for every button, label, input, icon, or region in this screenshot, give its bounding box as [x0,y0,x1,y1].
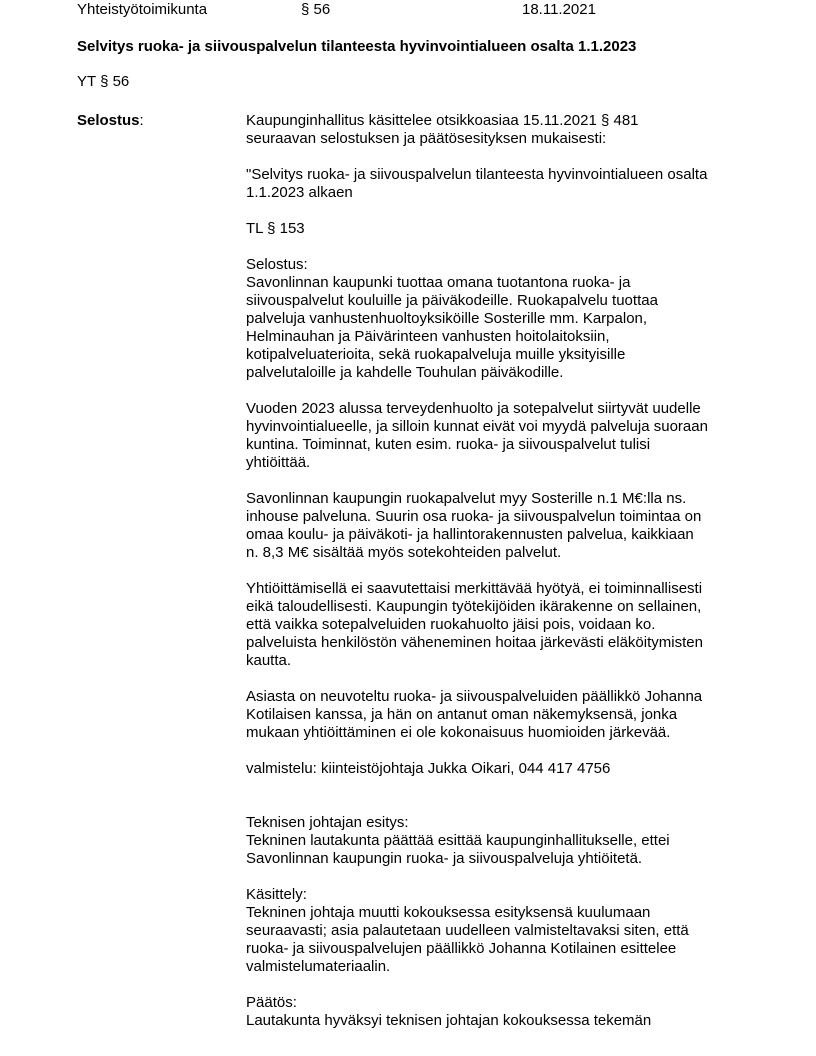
body-paragraph-neuvoteltu: Asiasta on neuvoteltu ruoka- ja siivouspalveluiden päällikkö Johanna Kotilaisen kanssa, ja hän on antanut oman näkemyksensä, jonka mukaan yhtiöittäminen ei ole kokonaisuus huomioiden järkevää. [246,688,703,741]
section-reference: YT § 56 [77,73,130,90]
selostus-label-text: Selostus [77,112,140,129]
page-header [0,1,816,19]
body-paragraph-quoted-title: "Selvitys ruoka- ja siivouspalvelun tilanteesta hyvinvointialueen osalta 1.1.2023 alkaen [246,166,708,201]
header-organization: Yhteistyötoimikunta [77,1,208,18]
selostus-label [77,112,144,130]
body-column [246,112,766,1048]
body-paragraph-selostus: Selostus: Savonlinnan kaupunki tuottaa omana tuotantona ruoka- ja siivouspalvelut kouluille ja päiväkodeille. Ruokapalvelu tuottaa palveluja vanhustenhuoltoyksiköille Sosterille mm. Karpalon, Helminauhan ja Päivärinteen vanhusten hoitolaitoksiin, kotipalveluaterioita, sekä ruokapalveluja muille yksityisille palvelutaloille ja kahdelle Touhulan päiväkodille. [246,256,658,381]
body-paragraph-paatos: Päätös: Lautakunta hyväksyi teknisen johtajan kokouksessa tekemän [246,994,652,1029]
body-paragraph-valmistelu: valmistelu: kiinteistöjohtaja Jukka Oikari, 044 417 4756 [246,760,611,777]
selostus-label-colon: : [139,112,144,129]
body-paragraph-yhtiöittäminen: Yhtiöittämisellä ei saavutettaisi merkittävää hyötyä, ei toiminnallisesti eikä taloudellisesti. Kaupungin työtekijöiden ikärakenne on sellainen, että vaikka sotepalveluiden ruokahuolto jäisi pois, voidaan ko. palveluista henkilöstön väheneminen hoitaa järkevästi eläköitymisten kautta. [246,580,703,669]
body-paragraph-tl-reference: TL § 153 [246,220,305,237]
body-paragraph-kasittely: Käsittely: Tekninen johtaja muutti kokouksessa esityksensä kuulumaan seuraavasti; asia palautetaan uudelleen valmisteltavaksi siten, että ruoka- ja siivouspalvelujen päällikkö Johanna Kotilainen esittelee valmistelumateriaalin. [246,886,689,975]
header-date: 18.11.2021 [522,1,596,18]
document-title: Selvitys ruoka- ja siivouspalvelun tilanteesta hyvinvointialueen osalta 1.1.2023 [77,38,637,55]
body-paragraph-esitys: Teknisen johtajan esitys: Tekninen lautakunta päättää esittää kaupunginhallitukselle, ettei Savonlinnan kaupungin ruoka- ja siivouspalveluja yhtiöitetä. [246,814,670,867]
body-paragraph-intro: Kaupunginhallitus käsittelee otsikkoasiaa 15.11.2021 § 481 seuraavan selostuksen ja päätösesityksen mukaisesti: [246,112,639,147]
header-section: § 56 [301,1,331,18]
body-paragraph-2023: Vuoden 2023 alussa terveydenhuolto ja sotepalvelut siirtyvät uudelle hyvinvointialueelle, ja silloin kunnat eivät voi myydä palveluja suoraan kuntina. Toiminnat, kuten esim. ruoka- ja siivouspalvelut tulisi yhtiöittää. [246,400,708,471]
body-paragraph-sosteri: Savonlinnan kaupungin ruokapalvelut myy Sosterille n.1 M€:lla ns. inhouse palveluna. Suurin osa ruoka- ja siivouspalvelun toimintaa on omaa koulu- ja päiväkoti- ja hallintorakennusten palvelua, kaikkiaan n. 8,3 M€ sisältää myös sotekohteiden palvelut. [246,490,702,561]
